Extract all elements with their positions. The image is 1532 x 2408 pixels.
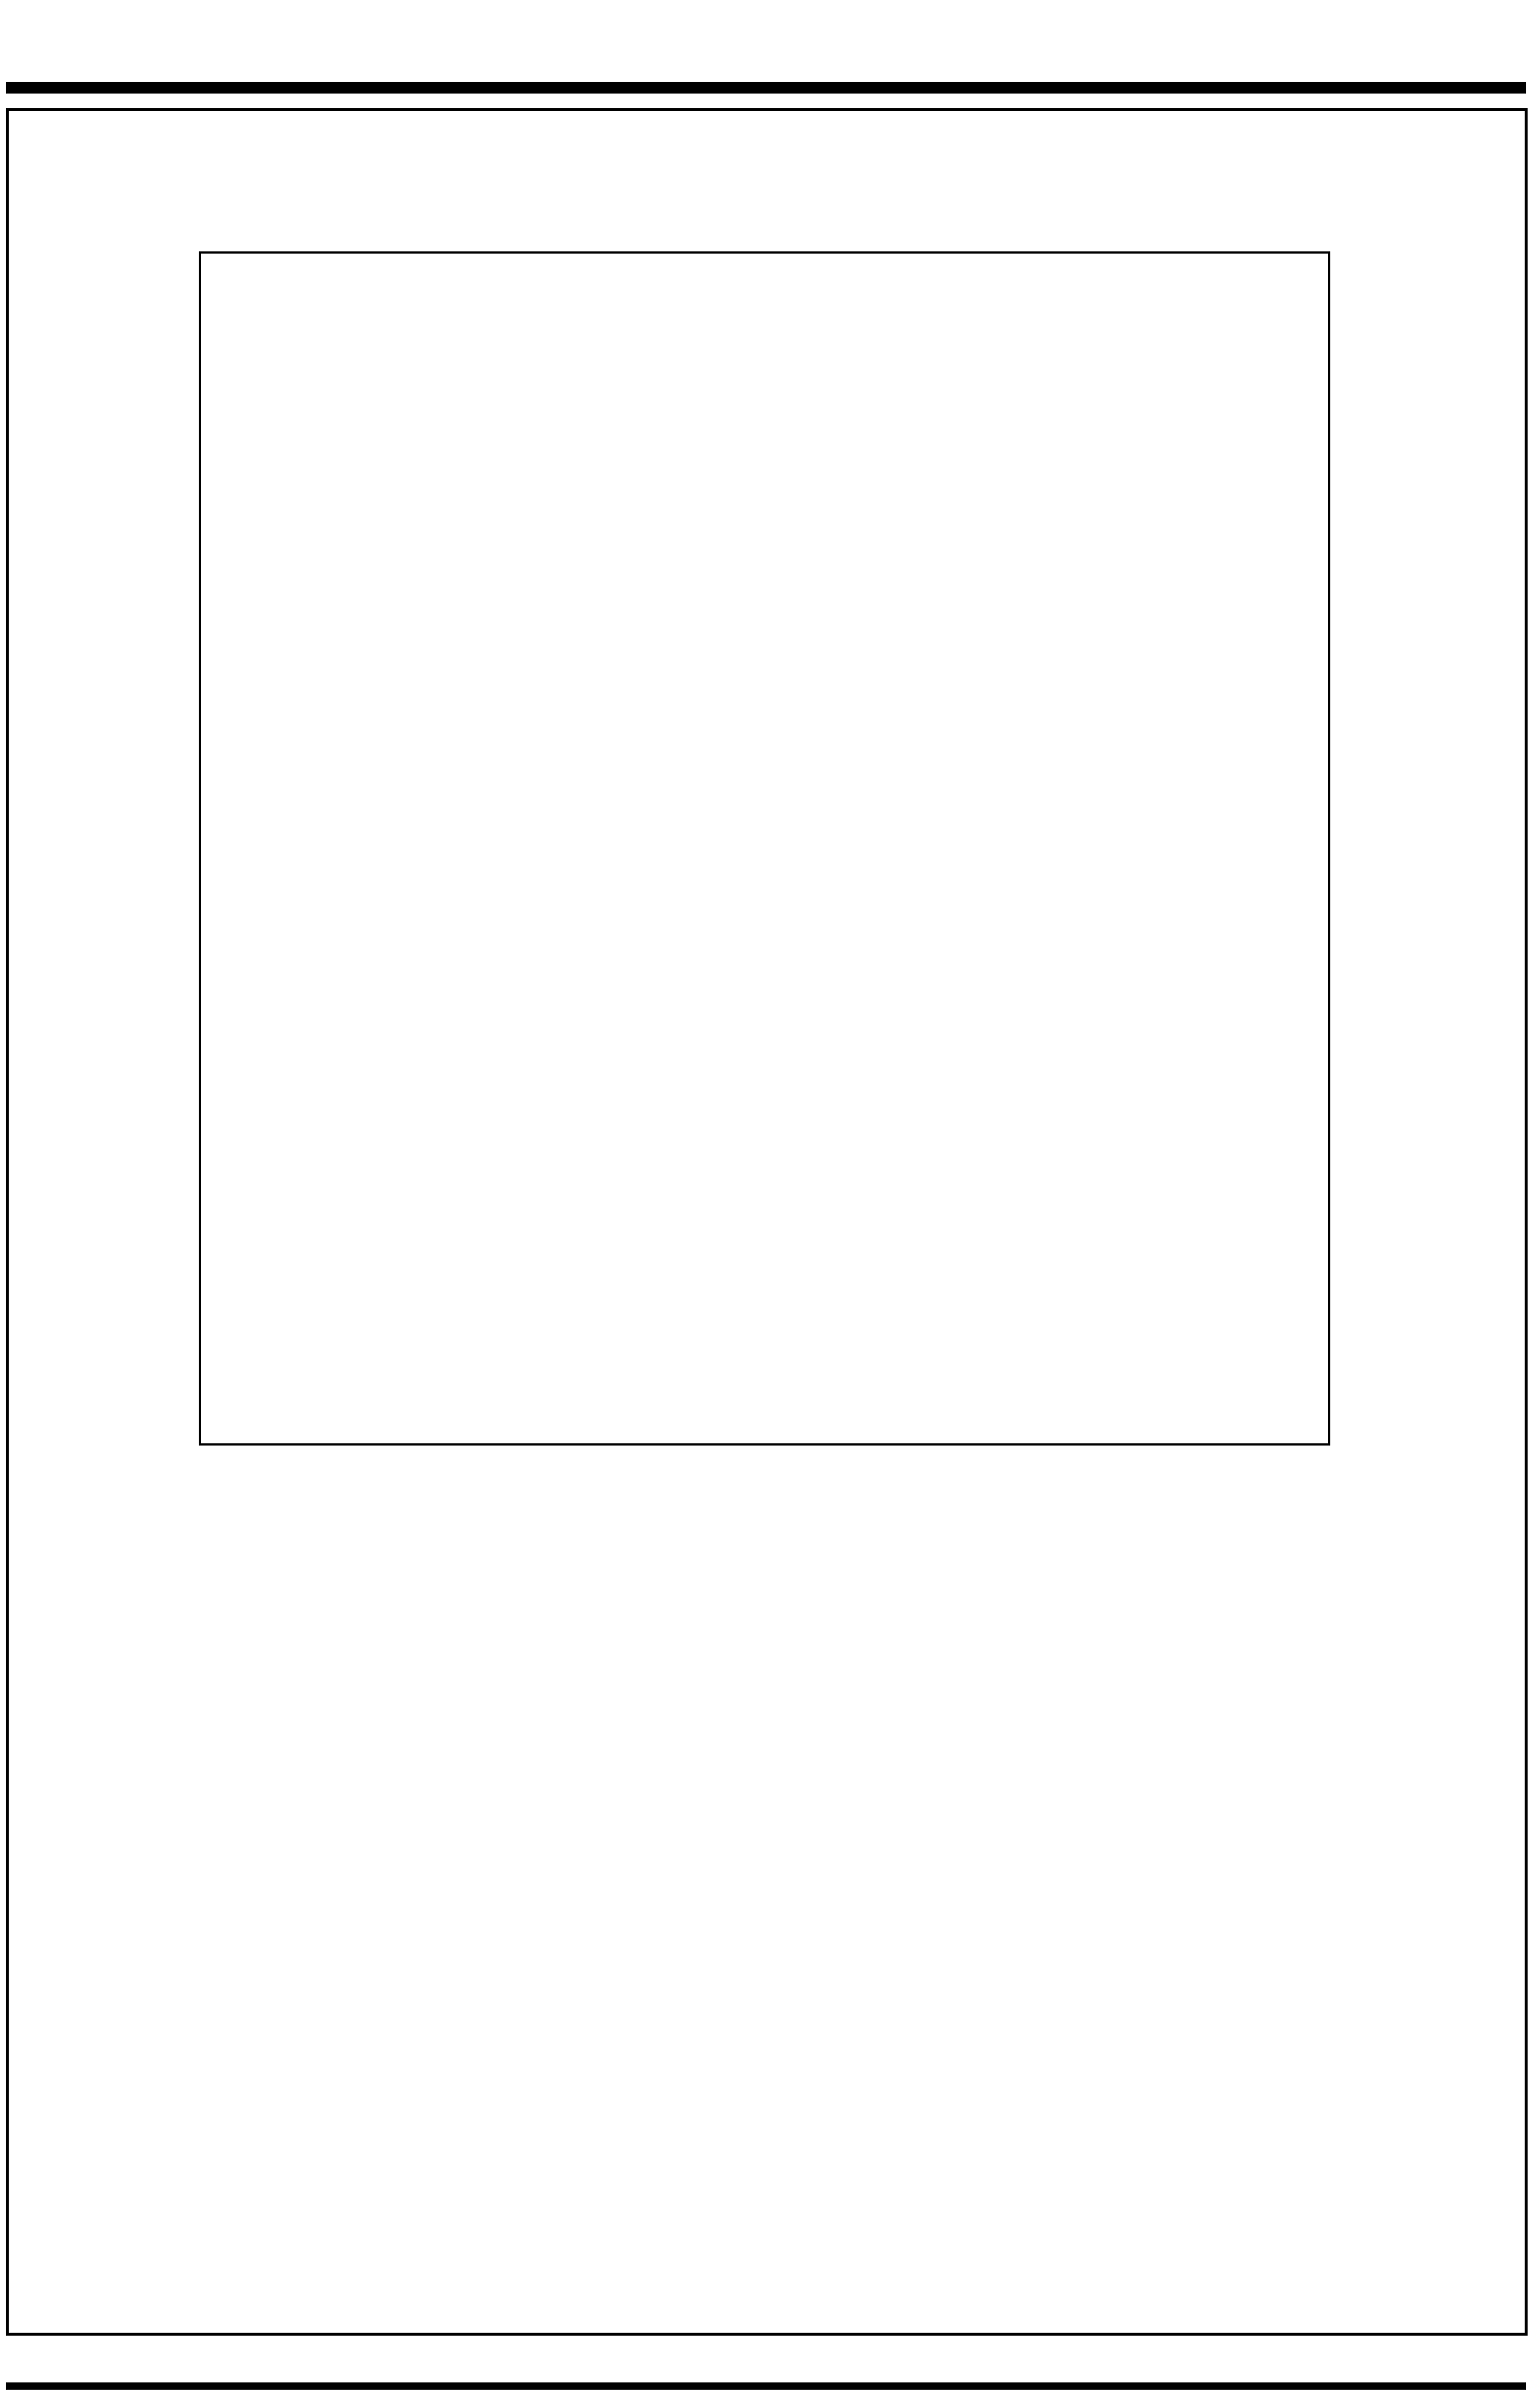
technical-parameters-table: [42, 1855, 1485, 2093]
footer-rule: [6, 2382, 1526, 2390]
